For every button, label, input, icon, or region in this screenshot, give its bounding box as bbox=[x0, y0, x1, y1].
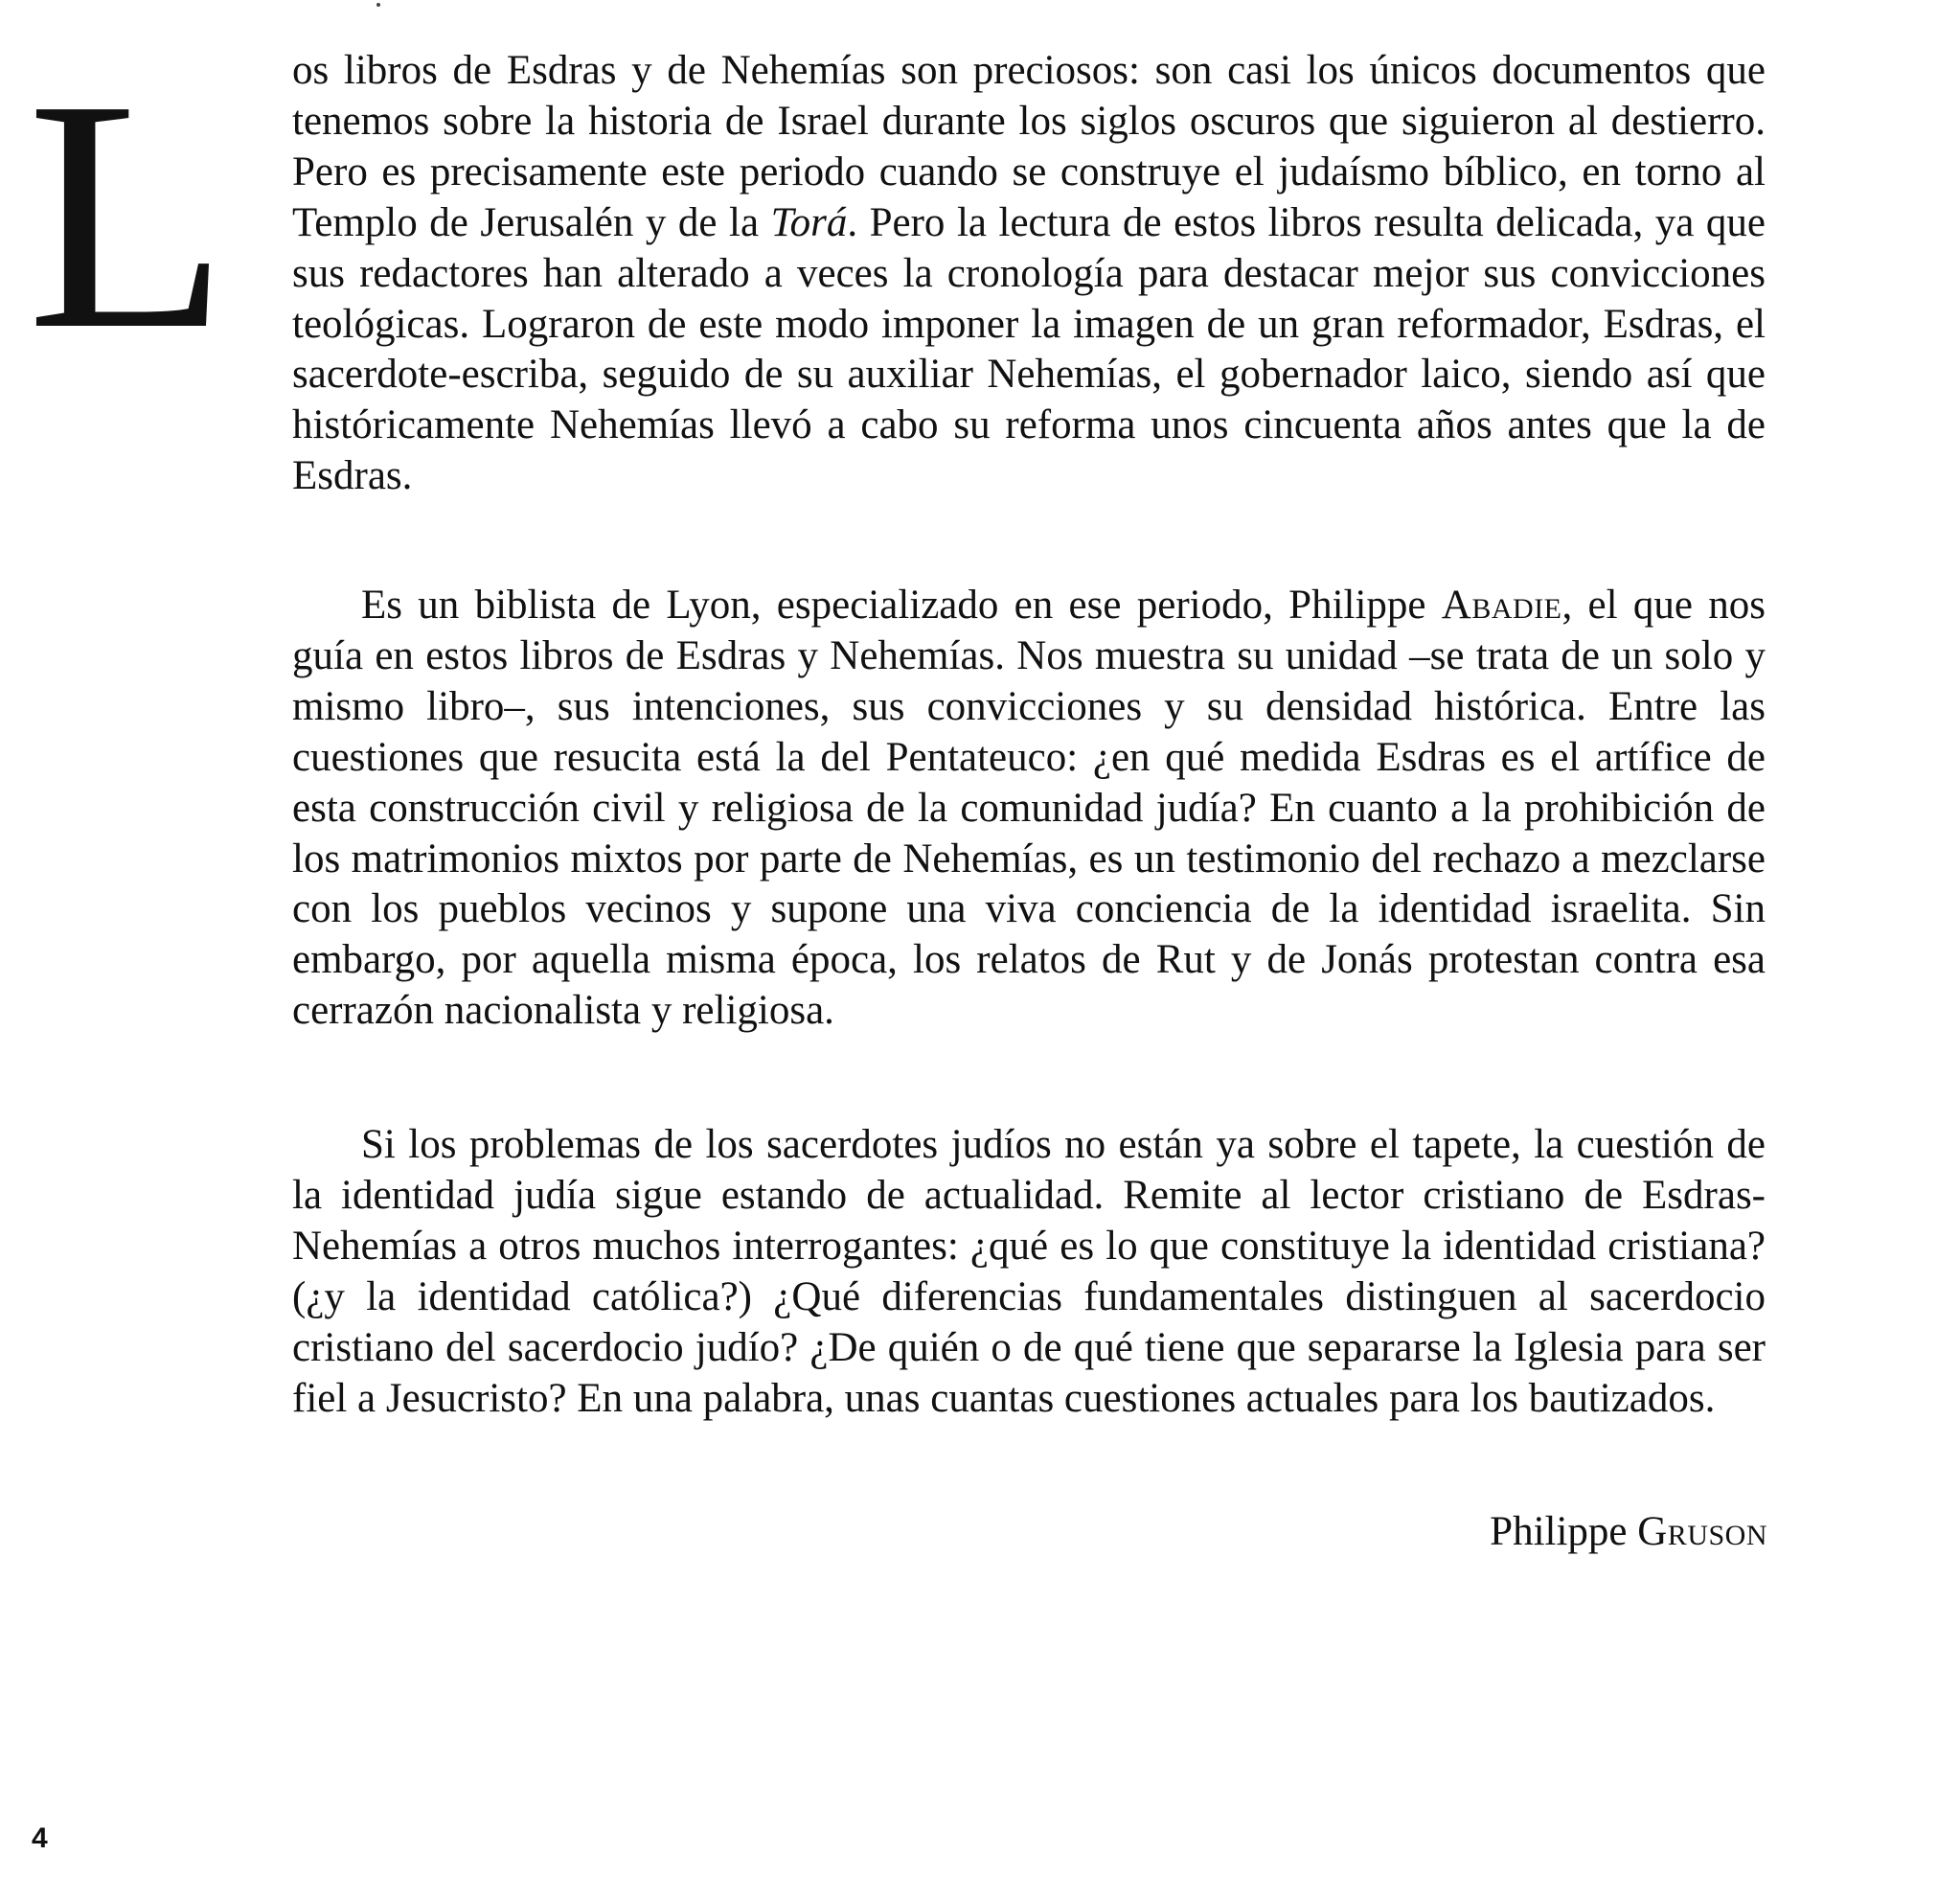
drop-cap: L bbox=[27, 32, 229, 398]
paragraph-intro bbox=[292, 46, 1766, 502]
signature bbox=[1490, 1506, 1767, 1557]
page-number: 4 bbox=[32, 1822, 48, 1854]
emphasis-tora: Torá bbox=[770, 199, 848, 245]
paragraph-second bbox=[292, 581, 1766, 1037]
paragraph-second-text-continued: , el que nos guía en estos libros de Esdras y Nehemías. Nos muestra su unidad –se trata de un solo y mismo libro–, sus intenciones, sus convicciones y su densidad histórica. Entre las cuestiones que resucita está la del Pentateuco: ¿en qué medida Esdras es el artífice de esta construcción civil y religiosa de la comunidad judía? En cuanto a la prohibición de los matrimonios mixtos por parte de Nehemías, es un testimonio del rechazo a mezclarse con los pueblos vecinos y supone una viva conciencia de la identidad israelita. Sin embargo, por aquella misma época, los relatos de Rut y de Jonás protestan contra esa cerrazón nacionalista y religiosa. bbox=[292, 583, 1766, 1034]
paragraph-second-text: Es un biblista de Lyon, especializado en ese periodo, Philippe bbox=[361, 583, 1442, 628]
paragraph-intro-text: os libros de Esdras y de Nehemías son preciosos: son casi los únicos documentos que tenemos sobre la historia de Israel durante los siglos oscuros que siguieron al destierro. Pero es precisamente este periodo cuando se construye el judaísmo bíblico, en torno al Templo de Jerusalén y de la bbox=[292, 48, 1766, 245]
paragraph-third-text: Si los problemas de los sacerdotes judíos no están ya sobre el tapete, la cuestión de la identidad judía sigue estando de actualidad. Remite al lector cristiano de Esdras-Nehemías a otros muchos interrogantes: ¿qué es lo que constituye la identidad cristiana? (¿y la identidad católica?) ¿Qué diferencias fundamentales distinguen al sacerdocio cristiano del sacerdocio judío? ¿De quién o de qué tiene que separarse la Iglesia para ser fiel a Jesucristo? En una palabra, unas cuantas cuestiones actuales para los bautizados. bbox=[292, 1122, 1766, 1421]
signature-surname: Gruson bbox=[1637, 1509, 1767, 1554]
paragraph-intro-text-continued: . Pero la lectura de estos libros resulta delicada, ya que sus redactores han alterado a veces la cronología para destacar mejor sus convicciones teológicas. Lograron de este modo imponer la imagen de un gran reformador, Esdras, el sacerdote-escriba, seguido de su auxiliar Nehemías, el gobernador laico, siendo así que históricamente Nehemías llevó a cabo su reforma unos cincuenta años antes que la de Esdras. bbox=[292, 199, 1766, 499]
scan-speck bbox=[376, 3, 380, 7]
paragraph-third bbox=[292, 1120, 1766, 1424]
author-surname: Abadie bbox=[1441, 583, 1562, 628]
signature-first-name: Philippe bbox=[1490, 1509, 1628, 1554]
